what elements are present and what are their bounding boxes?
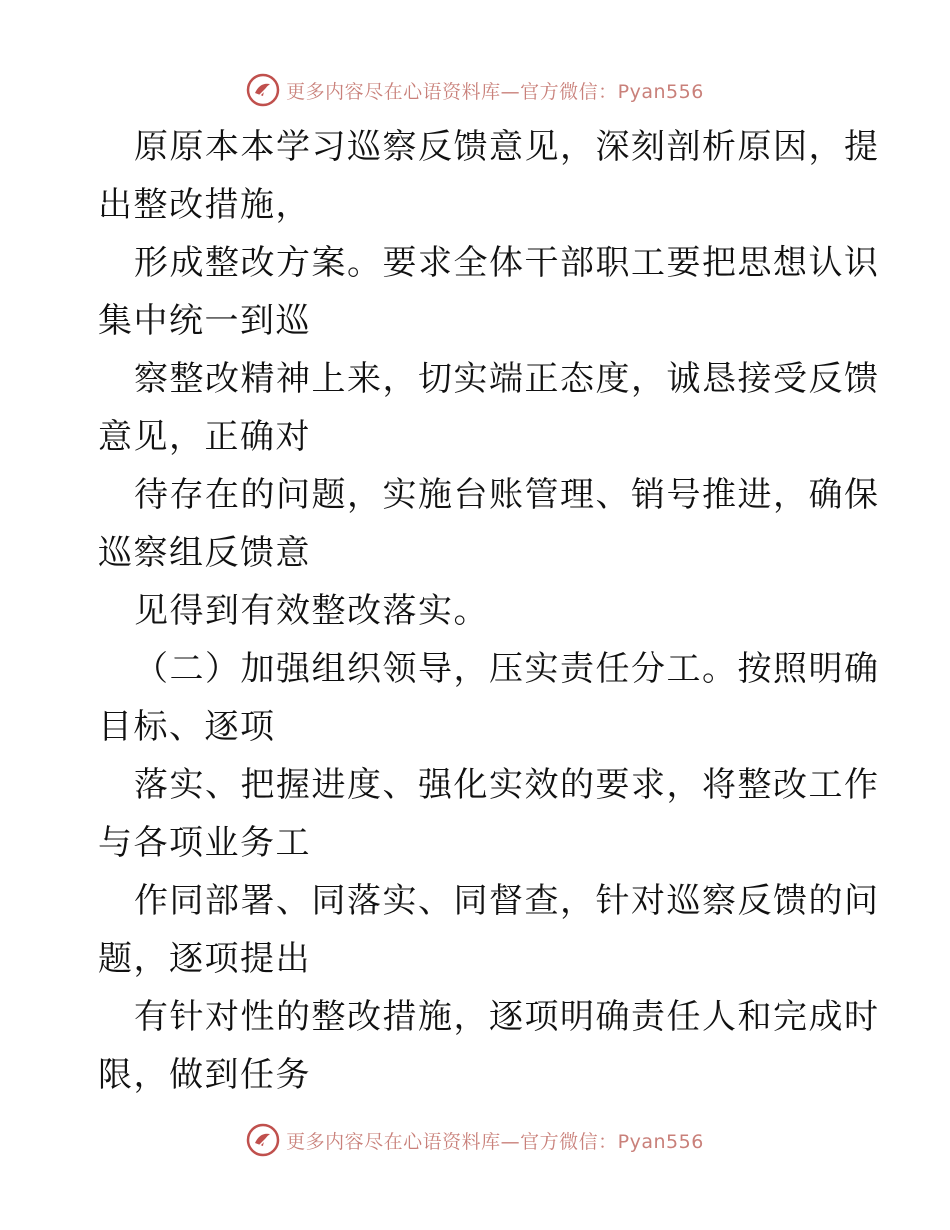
brand-logo-icon xyxy=(246,1123,280,1157)
text-line: 形成整改方案。要求全体干部职工要把思想认识 xyxy=(134,243,880,283)
text-line: 作同部署、同落实、同督查，针对巡察反馈的问 xyxy=(134,881,880,921)
text-line: 原原本本学习巡察反馈意见，深刻剖析原因，提 xyxy=(134,127,880,167)
text-line: 出整改措施， xyxy=(98,185,311,225)
text-line: 目标、逐项 xyxy=(98,707,276,747)
footer-banner xyxy=(0,1120,950,1160)
brand-logo-icon xyxy=(246,73,280,107)
text-line: 意见，正确对 xyxy=(98,417,311,457)
text-line: 有针对性的整改措施，逐项明确责任人和完成时 xyxy=(134,997,880,1037)
text-line: （二）加强组织领导，压实责任分工。按照明确 xyxy=(134,649,880,689)
text-line: 巡察组反馈意 xyxy=(98,533,311,573)
document-body xyxy=(98,118,880,1104)
text-line: 见得到有效整改落实。 xyxy=(134,591,489,631)
text-line: 待存在的问题，实施台账管理、销号推进，确保 xyxy=(134,475,880,515)
text-line: 集中统一到巡 xyxy=(98,301,311,341)
text-line: 限，做到任务 xyxy=(98,1055,311,1095)
text-line: 察整改精神上来，切实端正态度，诚恳接受反馈 xyxy=(134,359,880,399)
footer-banner-text: 更多内容尽在心语资料库—官方微信：Pyan556 xyxy=(286,1130,704,1153)
header-banner-text: 更多内容尽在心语资料库—官方微信：Pyan556 xyxy=(286,80,704,103)
text-line: 题，逐项提出 xyxy=(98,939,311,979)
text-line: 与各项业务工 xyxy=(98,823,311,863)
header-banner xyxy=(0,70,950,110)
text-line: 落实、把握进度、强化实效的要求，将整改工作 xyxy=(134,765,880,805)
